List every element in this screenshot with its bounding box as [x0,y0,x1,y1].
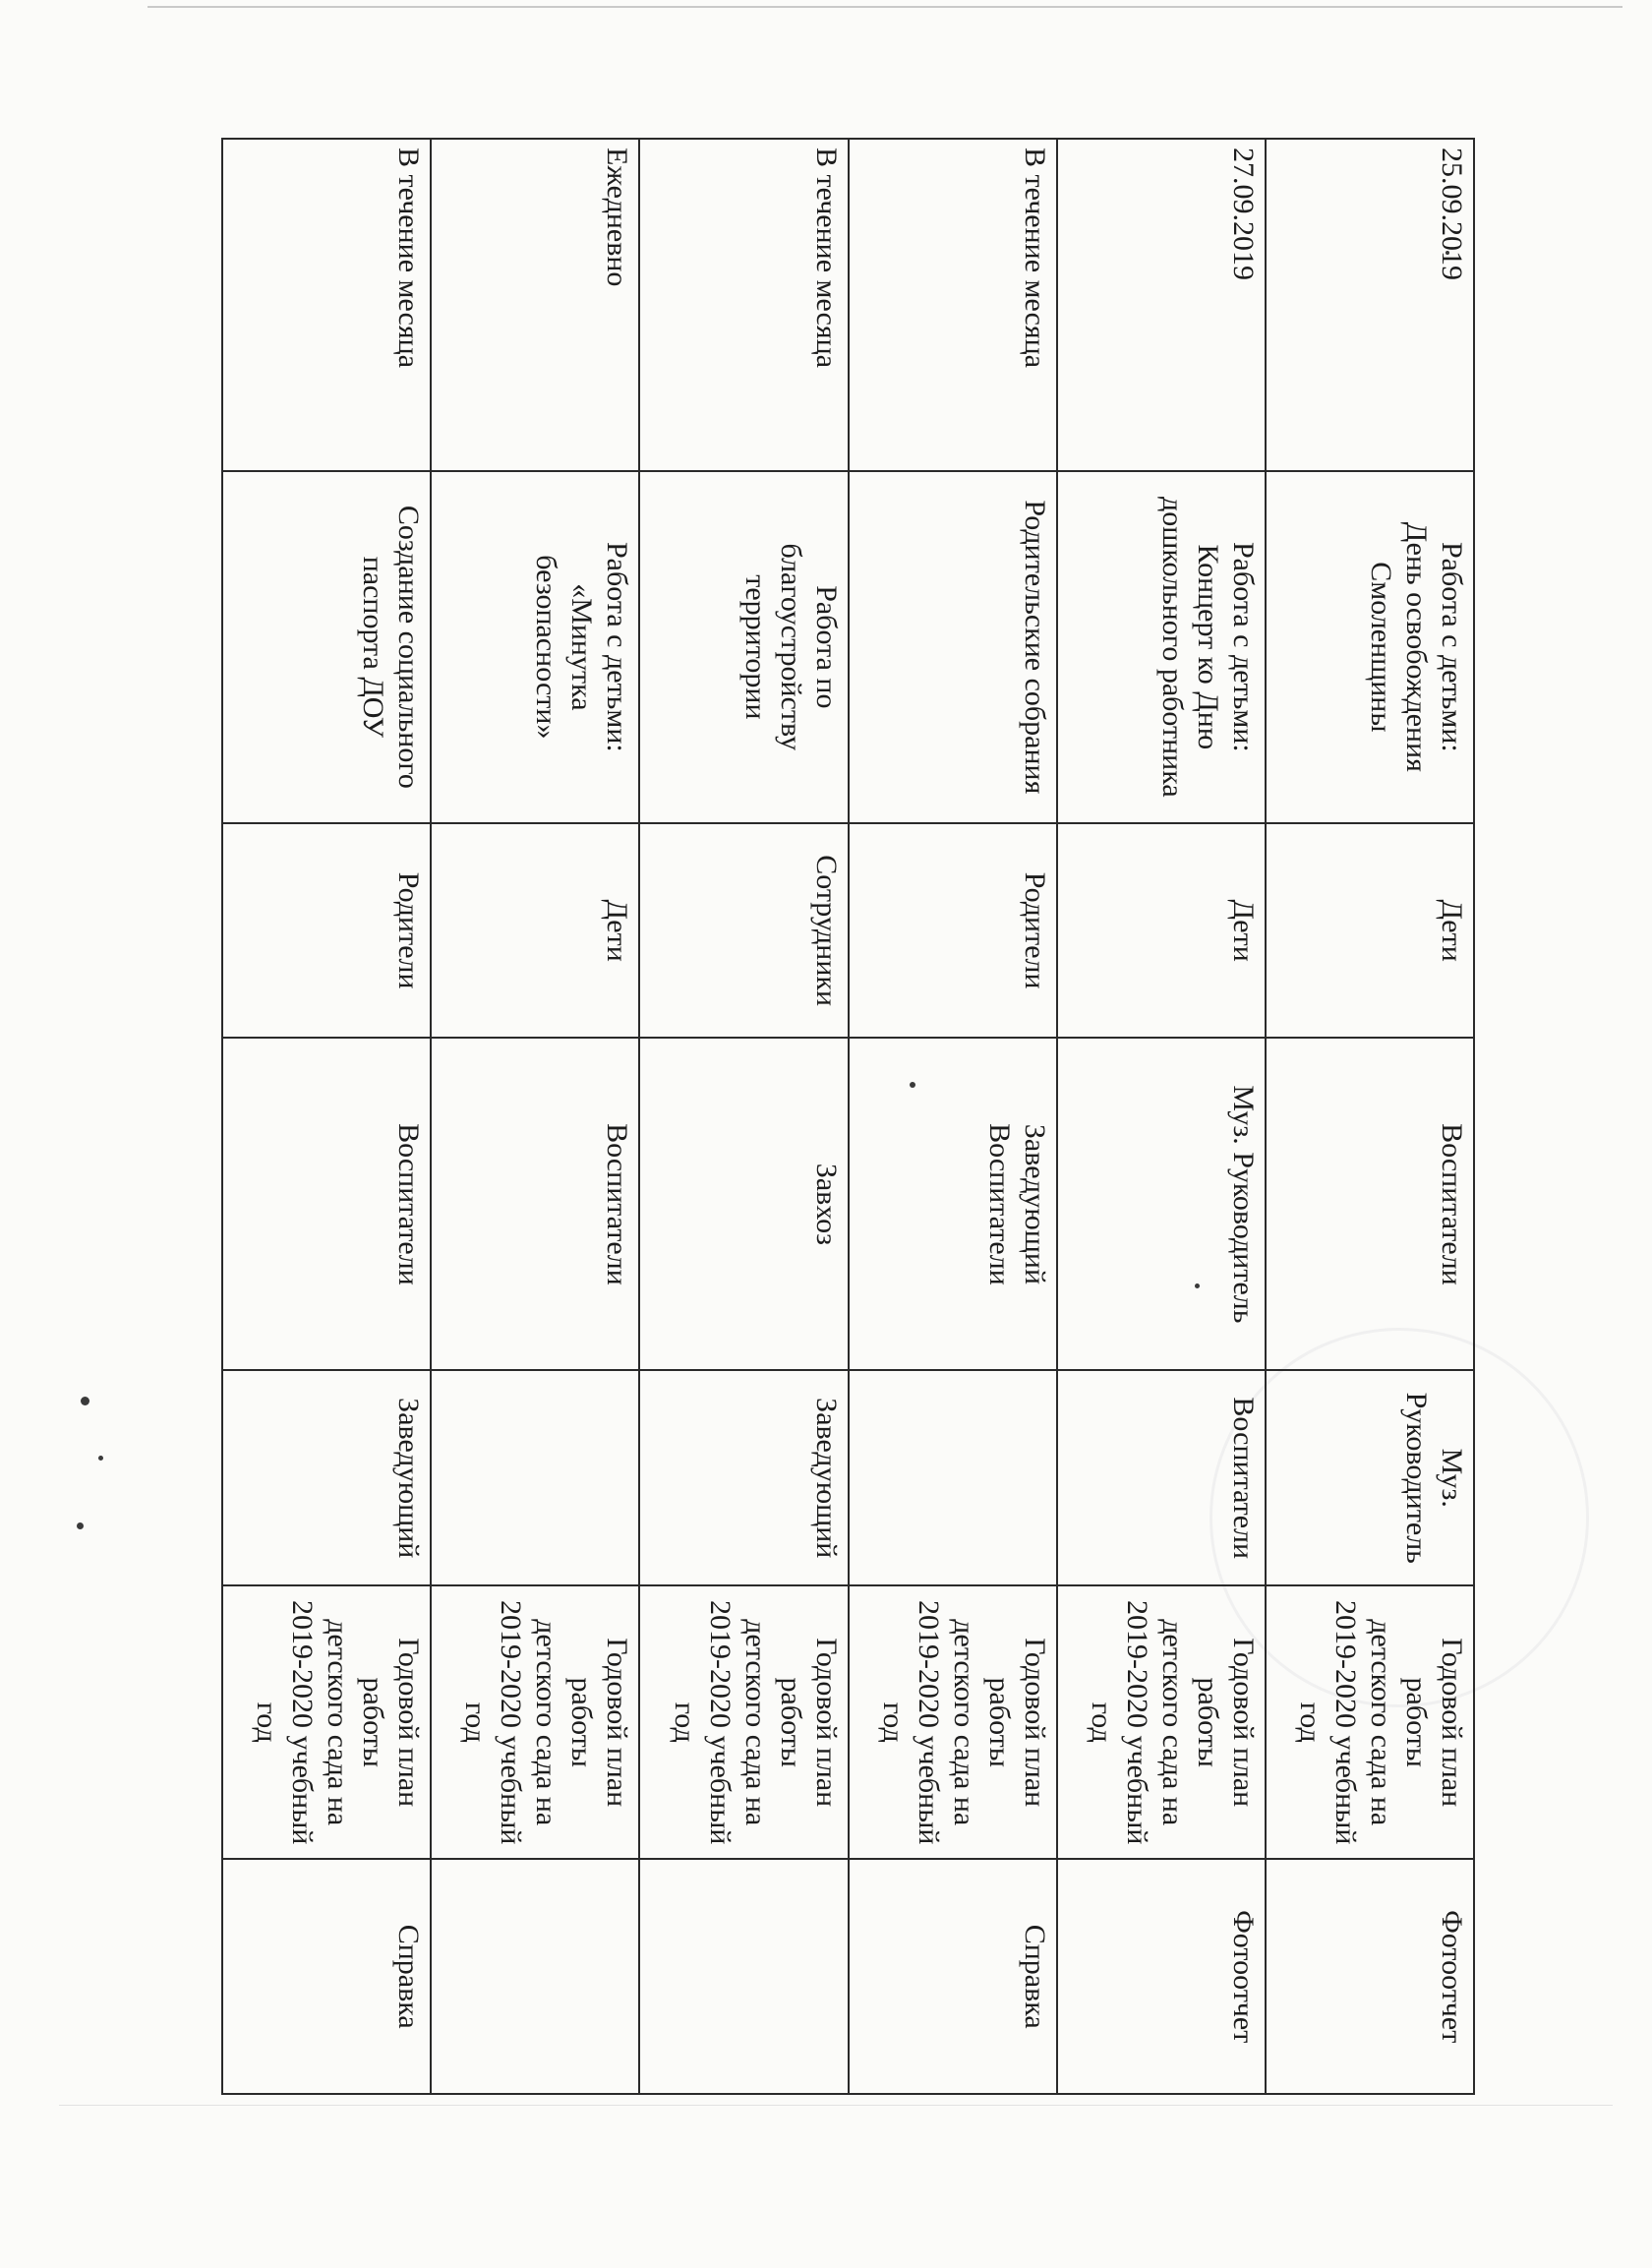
basis-line: детского сада на [322,1619,355,1826]
report-cell [431,1859,639,2094]
responsible-line: Завхоз [809,1163,843,1246]
participants-cell: Дети [431,823,639,1039]
event-line: территории [738,574,772,720]
event-line: дошкольного работника [1155,497,1189,798]
basis-line: детского сада на [530,1619,563,1826]
event-cell [639,471,848,823]
basis-cell [849,1585,1057,1859]
co-responsible-cell [222,1370,431,1585]
basis-line: Годовой план работы [1191,1638,1260,1808]
basis-line: Годовой план работы [1400,1638,1468,1808]
basis-cell [639,1585,848,1859]
responsible-line: Воспитатели [601,1123,634,1285]
responsible-cell [222,1038,431,1370]
co-responsible-cell [849,1370,1057,1585]
responsible-line: Воспитатели [982,1123,1016,1285]
co-responsible-line: Руководитель [1400,1392,1433,1564]
event-line: благоустройству [774,543,807,751]
co-responsible-line: Заведующий [809,1398,843,1559]
event-cell [1266,471,1474,823]
basis-line: 2019-2020 учебный [703,1600,737,1845]
report-cell: Фотоотчет [1266,1859,1474,2094]
event-line: паспорта ДОУ [357,556,390,739]
report-cell [639,1859,848,2094]
date-cell: В течение месяца [849,139,1057,471]
basis-line: 2019-2020 учебный [495,1600,528,1845]
basis-line: год [251,1701,284,1743]
co-responsible-cell [639,1370,848,1585]
rotated-table-wrapper [221,138,1475,2095]
date-cell: В течение месяца [639,139,848,471]
responsible-line: Муз. Руководитель [1226,1085,1260,1324]
date-cell: Ежедневно [431,139,639,471]
scan-edge-line [148,6,1622,8]
event-line: День освобождения [1400,521,1433,772]
responsible-cell [1057,1038,1266,1370]
event-line: безопасности» [530,555,563,740]
basis-line: 2019-2020 учебный [912,1600,945,1845]
basis-line: 2019-2020 учебный [1120,1600,1153,1845]
scan-speck [77,1522,84,1529]
basis-line: год [876,1701,910,1743]
basis-line: 2019-2020 учебный [1329,1600,1362,1845]
table-row [849,139,1057,2094]
basis-line: год [1085,1701,1118,1743]
co-responsible-line: Муз. [1436,1448,1468,1508]
participants-cell: Дети [1057,823,1266,1039]
activity-plan-table [221,138,1475,2095]
basis-line: 2019-2020 учебный [286,1600,320,1845]
table-row [222,139,431,2094]
event-line: Концерт ко Дню [1191,544,1224,750]
event-line: Работа с детьми: [601,542,634,752]
responsible-cell [639,1038,848,1370]
basis-cell [222,1585,431,1859]
basis-line: Годовой план работы [982,1638,1051,1808]
scan-speck [98,1456,103,1461]
date-cell: 25.09.2019 [1266,139,1474,471]
event-line: Родительские собрания [1018,500,1051,795]
responsible-cell [431,1038,639,1370]
participants-cell: Родители [849,823,1057,1039]
basis-line: детского сада на [1155,1619,1189,1826]
basis-line: год [459,1701,493,1743]
event-cell [849,471,1057,823]
basis-line: Годовой план работы [774,1638,843,1808]
basis-line: год [1294,1701,1327,1743]
table-row [639,139,848,2094]
basis-line: Годовой план работы [565,1638,634,1808]
participants-cell: Сотрудники [639,823,848,1039]
table-row [1266,139,1474,2094]
basis-line: Годовой план работы [357,1638,426,1808]
date-cell: В течение месяца [222,139,431,471]
responsible-line: Воспитатели [1436,1123,1468,1285]
scan-bottom-shadow [59,2105,1613,2106]
responsible-cell [849,1038,1057,1370]
table-row [1057,139,1266,2094]
co-responsible-cell [431,1370,639,1585]
event-line: «Минутка [565,583,599,711]
table-body [222,139,1474,2094]
responsible-cell [1266,1038,1474,1370]
table-row [431,139,639,2094]
report-cell: Справка [222,1859,431,2094]
co-responsible-line: Воспитатели [1226,1397,1260,1560]
event-cell [431,471,639,823]
basis-line: год [668,1701,701,1743]
event-line: Создание социального [392,505,426,789]
date-cell: 27.09.2019 [1057,139,1266,471]
event-line: Работа по [809,585,843,709]
event-line: Работа с детьми: [1226,542,1260,752]
basis-line: детского сада на [947,1619,980,1826]
event-cell [1057,471,1266,823]
co-responsible-line: Заведующий [392,1398,426,1559]
responsible-line: Воспитатели [392,1123,426,1285]
report-cell: Фотоотчет [1057,1859,1266,2094]
basis-line: детского сада на [738,1619,772,1826]
basis-line: детского сада на [1365,1619,1397,1826]
co-responsible-cell [1266,1370,1474,1585]
event-line: Работа с детьми: [1436,542,1468,752]
report-cell: Справка [849,1859,1057,2094]
basis-cell [431,1585,639,1859]
participants-cell: Родители [222,823,431,1039]
participants-cell: Дети [1266,823,1474,1039]
event-cell [222,471,431,823]
event-line: Смоленщины [1365,562,1397,733]
co-responsible-cell [1057,1370,1266,1585]
responsible-line: Заведующий [1018,1123,1051,1284]
basis-cell [1057,1585,1266,1859]
basis-cell [1266,1585,1474,1859]
scan-speck [81,1397,89,1405]
